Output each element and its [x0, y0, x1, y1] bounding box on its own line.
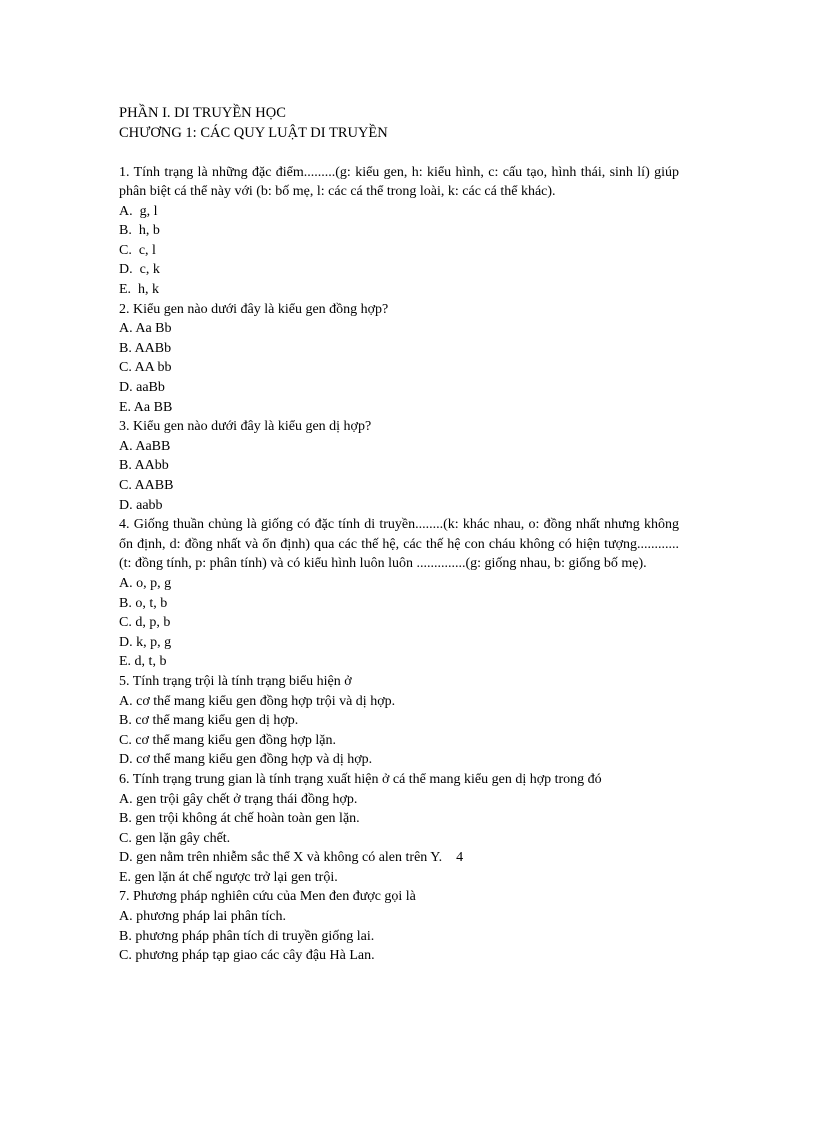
option-a: A. gen trội gây chết ở trạng thái đồng hợp. [119, 791, 358, 807]
option-e: E. d, t, b [119, 654, 167, 670]
question-4 [119, 515, 679, 672]
question-stem: 1. Tính trạng là những đặc điểm.........(g: kiểu gen, h: kiểu hình, c: cấu tạo, hình thái, sinh lí) giúp phân biệt cá thể này với (b: bố mẹ, l: các cá thể trong loài, k: các cá thể khác). [119, 164, 679, 200]
question-6 [119, 770, 679, 888]
question-2 [119, 300, 679, 418]
option-e: E. h, k [119, 282, 160, 298]
option-c: C. AABB [119, 478, 174, 493]
option-c: C. AA bb [119, 360, 172, 376]
question-1 [119, 163, 679, 300]
option-b: B. gen trội không át chế hoàn toàn gen lặn. [119, 811, 360, 827]
option-c: C. c, l [119, 242, 156, 258]
part-title: PHẦN I. DI TRUYỀN HỌC [119, 105, 286, 121]
option-b: B. phương pháp phân tích di truyền giống lai. [119, 928, 375, 944]
question-stem: 3. Kiểu gen nào dưới đây là kiểu gen dị hợp? [119, 419, 372, 435]
option-d: D. aaBb [119, 380, 165, 396]
option-d: D. gen nằm trên nhiễm sắc thể X và không có alen trên Y. 4 [119, 850, 464, 866]
question-stem: 6. Tính trạng trung gian là tính trạng xuất hiện ở cá thể mang kiểu gen dị hợp trong đó [119, 771, 602, 787]
option-d: D. aabb [119, 497, 163, 513]
option-b: B. AABb [119, 340, 172, 356]
question-3 [119, 417, 679, 515]
question-5 [119, 672, 679, 770]
question-stem: 5. Tính trạng trội là tính trạng biểu hiện ở [119, 673, 352, 689]
option-c: C. cơ thể mang kiểu gen đồng hợp lặn. [119, 732, 336, 748]
question-stem: 7. Phương pháp nghiên cứu của Men đen được gọi là [119, 889, 416, 905]
option-c: C. gen lặn gây chết. [119, 830, 231, 846]
option-c: C. d, p, b [119, 615, 171, 631]
option-a: A. AaBB [119, 438, 171, 454]
option-b: B. AAbb [119, 458, 169, 474]
option-e: E. Aa BB [119, 399, 173, 415]
question-stem: 2. Kiểu gen nào dưới đây là kiểu gen đồng hợp? [119, 301, 389, 317]
option-b: B. h, b [119, 223, 160, 239]
spacer [119, 143, 679, 163]
option-a: A. Aa Bb [119, 321, 172, 337]
option-c: C. phương pháp tạp giao các cây đậu Hà Lan. [119, 948, 375, 964]
option-e: E. gen lặn át chế ngược trở lại gen trội. [119, 869, 338, 885]
option-a: A. phương pháp lai phân tích. [119, 909, 287, 925]
question-stem: 4. Giống thuần chủng là giống có đặc tính di truyền........(k: khác nhau, o: đồng nhất nhưng không ổn định, d: đồng nhất và ổn định) qua các thế hệ, các thế hệ con cháu không có hiện tượng............(t: đồng tính, p: phân tính) và có kiểu hình luôn luôn ..............(g: giống nhau, b: giống bố mẹ). [119, 517, 679, 572]
option-d: D. k, p, g [119, 634, 172, 650]
option-a: A. g, l [119, 203, 158, 219]
chapter-title: CHƯƠNG 1: CÁC QUY LUẬT DI TRUYỀN [119, 124, 388, 141]
document-body [119, 104, 679, 966]
option-a: A. cơ thể mang kiểu gen đồng hợp trội và dị hợp. [119, 693, 396, 709]
option-d: D. cơ thể mang kiểu gen đồng hợp và dị hợp. [119, 752, 373, 768]
option-a: A. o, p, g [119, 575, 172, 591]
option-d: D. c, k [119, 262, 160, 278]
question-7 [119, 887, 679, 965]
option-b: B. o, t, b [119, 595, 168, 611]
option-b: B. cơ thể mang kiểu gen dị hợp. [119, 713, 299, 729]
